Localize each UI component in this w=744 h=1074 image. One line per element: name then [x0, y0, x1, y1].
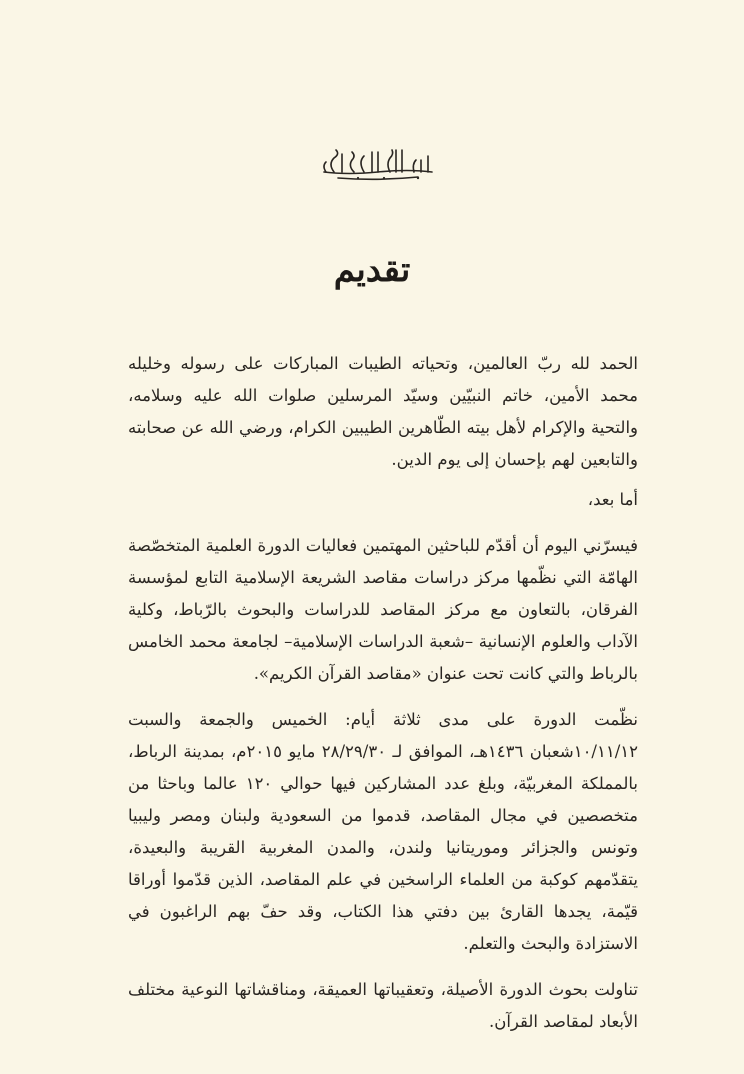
- paragraph-research-topics: تناولت بحوث الدورة الأصيلة، وتعقيباتها العميقة، ومناقشاتها النوعية مختلف الأبعاد لمقاصد القرآن.: [128, 980, 638, 1031]
- body-text: [128, 348, 638, 1038]
- paragraph-session-details: نظّمت الدورة على مدى ثلاثة أيام: الخميس والجمعة والسبت ١٠/١١/١٢شعبان ١٤٣٦هـ، الموافق لـ ٢٨/٢٩/٣٠ مايو ٢٠١٥م، بمدينة الرباط، بالمملكة المغربيّة، وبلغ عدد المشاركين فيها حوالي ١٢٠ عالما وباحثا من متخصصين في مجال المقاصد، قدموا من السعودية ولبنان ومصر وليبيا وتونس والجزائر وموريتانيا ولندن، والمدن المغربية القريبة والبعيدة، يتقدّمهم كوكبة من العلماء الراسخين في علم المقاصد، الذين قدّموا أوراقا قيّمة، يجدها القارئ بين دفتي هذا الكتاب، وقد حفّ بهم الراغبون في الاستزادة والبحث والتعلم.: [128, 710, 638, 953]
- paragraph-opening: الحمد لله ربّ العالمين، وتحياته الطيبات المباركات على رسوله وخليله محمد الأمين، خاتم النبيّين وسيّد المرسلين صلوات الله عليه وسلامه، والتحية والإكرام لأهل بيته الطّاهرين الطيبين الكرام، ورضي الله عن صحابته والتابعين لهم بإحسان إلى يوم الدين.: [128, 354, 638, 469]
- section-heading: [0, 250, 744, 290]
- basmala-calligraphy: [318, 142, 438, 182]
- paragraph-amma-baad: أما بعد،: [587, 490, 638, 509]
- paragraph-introduction: فيسرّني اليوم أن أقدّم للباحثين المهتمين فعاليات الدورة العلمية المتخصّصة الهامّة التي نظّمها مركز دراسات مقاصد الشريعة الإسلامية التابع لمؤسسة الفرقان، بالتعاون مع مركز المقاصد للدراسات والبحوث بالرّباط، وكلية الآداب والعلوم الإنسانية –شعبة الدراسات الإسلامية– لجامعة محمد الخامس بالرباط والتي كانت تحت عنوان «مقاصد القرآن الكريم».: [128, 536, 638, 683]
- heading-text: تقديم: [333, 250, 411, 290]
